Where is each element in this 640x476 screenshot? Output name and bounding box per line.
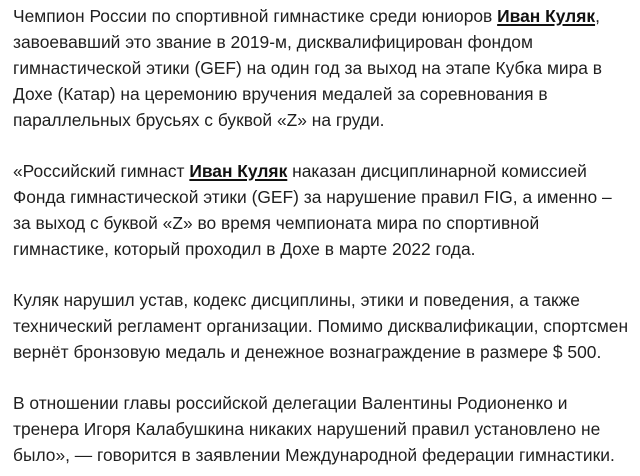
paragraph-1-text-before: Чемпион России по спортивной гимнастике среди юниоров xyxy=(13,6,498,26)
person-link-ivan-kulyak[interactable]: Иван Куляк xyxy=(497,6,596,26)
article-body xyxy=(13,3,633,468)
paragraph-2-text-after: наказан дисциплинарной комиссией Фонда гимнастической этики (GEF) за нарушение правил FIG, а именно – за выход с буквой «Z» во время чемпионата мира по спортивной гимнастике, который проходил в Дохе в марте 2022 года. xyxy=(13,161,612,259)
paragraph-1 xyxy=(13,3,633,133)
paragraph-2 xyxy=(13,158,633,262)
person-link-ivan-kulyak[interactable]: Иван Куляк xyxy=(189,161,288,181)
paragraph-4: В отношении главы российской делегации Валентины Родионенко и тренера Игоря Калабушкина никаких нарушений правил установлено не было», — говорится в заявлении Международной федерации гимнастики. xyxy=(13,393,615,465)
paragraph-1-text-after: , завоевавший это звание в 2019-м, дисквалифицирован фондом гимнастической этики (GEF) на один год за выход на этапе Кубка мира в Дохе (Катар) на церемонию вручения медалей за соревнования в параллельных брусьях с буквой «Z» на груди. xyxy=(13,6,603,130)
paragraph-3: Куляк нарушил устав, кодекс дисциплины, этики и поведения, а также технический регламент организации. Помимо дисквалификации, спортсмен вернёт бронзовую медаль и денежное вознаграждение в размере $ 500. xyxy=(13,290,629,362)
paragraph-2-text-before: «Российский гимнаст xyxy=(13,161,190,181)
